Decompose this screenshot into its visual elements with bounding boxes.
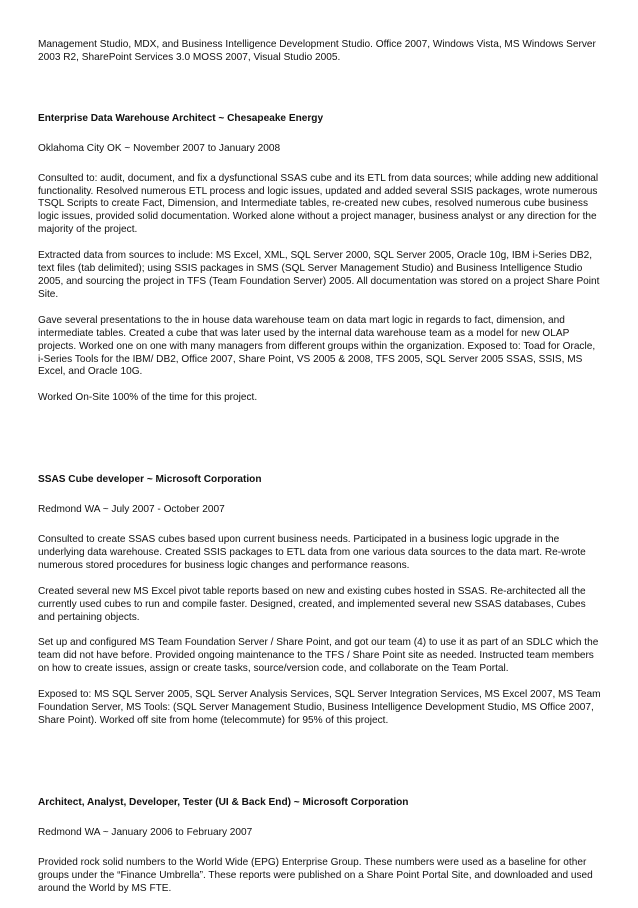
job-paragraph: Extracted data from sources to include: MS Excel, XML, SQL Server 2000, SQL Server 2005, Oracle 10g, IBM i-Series DB2, text files (tab delimited); using SSIS packages in SMS (SQL Server Management Studio) and Business Intelligence Studio 2005, and sourcing the project in TFS (Team Foundation Server) 2005. All documentation was stored on a project Share Point Site. bbox=[38, 250, 600, 300]
job-location-dates: Oklahoma City OK ~ November 2007 to January 2008 bbox=[38, 142, 281, 154]
job-paragraph: Set up and configured MS Team Foundation Server / Share Point, and got our team (4) to use it as part of an SDLC which the team did not have before. Provided ongoing maintenance to the TFS / Share Point site as needed. Instructed team members on how to create issues, assign or create tasks, source/version code, and collaborate on the Team Portal. bbox=[38, 637, 599, 675]
job-location-dates: Redmond WA ~ January 2006 to February 2007 bbox=[38, 826, 253, 838]
section-spacer bbox=[38, 418, 603, 474]
job-paragraph: Exposed to: MS SQL Server 2005, SQL Server Analysis Services, SQL Server Integration Services, MS Excel 2007, MS Team Foundation Server, MS Tools: (SQL Server Management Studio, Business Intelligence Development Studio, MS Office 2007, Share Point). Worked off site from home (telecommute) for 95% of this project. bbox=[38, 689, 601, 726]
job-entry-microsoft-ssas bbox=[38, 474, 603, 728]
job-entry-microsoft-architect bbox=[38, 797, 603, 896]
job-title: SSAS Cube developer ~ Microsoft Corporation bbox=[38, 474, 262, 486]
job-paragraph: Worked On-Site 100% of the time for this project. bbox=[38, 392, 258, 404]
job-title: Architect, Analyst, Developer, Tester (UI & Back End) ~ Microsoft Corporation bbox=[38, 796, 409, 808]
job-paragraph: Consulted to: audit, document, and fix a dysfunctional SSAS cube and its ETL from data sources; while adding new additional functionality. Resolved numerous ETL process and logic issues, updated and added several SSIS packages, wrote numerous TSQL Scripts to create Fact, Dimension, and Intermediate tables, re-created new cubes, resolved numerous cube business logic issues, provided solid documentation. Worked alone without a project manager, business analyst or any direction for the majority of the project. bbox=[38, 172, 599, 236]
job-paragraph: Gave several presentations to the in house data warehouse team on data mart logic in regards to fact, dimension, and intermediate tables. Created a cube that was later used by the internal data warehouse team as a model for new OLAP projects. Worked one on one with many managers from different groups within the organization. Exposed to: Toad for Oracle, i-Series Tools for the IBM/ DB2, Office 2007, Share Point, VS 2005 & 2008, TFS 2005, SQL Server 2005 SSAS, SSIS, MS Excel, and Oracle 10G. bbox=[38, 314, 596, 378]
job-paragraph: Provided rock solid numbers to the World Wide (EPG) Enterprise Group. These numbers were used as a baseline for other groups under the “Finance Umbrella”. These reports were published on a Share Point Portal Site, and downloaded and used around the World by MS FTE. bbox=[38, 856, 593, 894]
resume-page bbox=[38, 39, 603, 908]
section-spacer bbox=[38, 78, 603, 113]
job-title: Enterprise Data Warehouse Architect ~ Chesapeake Energy bbox=[38, 112, 324, 124]
intro-paragraph: Management Studio, MDX, and Business Intelligence Development Studio. Office 2007, Windows Vista, MS Windows Server 2003 R2, SharePoint Services 3.0 MOSS 2007, Visual Studio 2005. bbox=[38, 39, 596, 63]
job-location-dates: Redmond WA ~ July 2007 - October 2007 bbox=[38, 504, 225, 516]
job-paragraph: Created several new MS Excel pivot table reports based on new and existing cubes hosted in SSAS. Re-architected all the currently used cubes to run and compile faster. Designed, created, and implemented several new SSAS databases, Cubes and pertaining objects. bbox=[38, 585, 586, 623]
job-entry-chesapeake bbox=[38, 113, 603, 405]
section-spacer bbox=[38, 741, 603, 797]
job-paragraph: Consulted to create SSAS cubes based upon current business needs. Participated in a business logic upgrade in the underlying data warehouse. Created SSIS packages to ETL data from one various data sources to the data mart. Re-wrote numerous stored procedures for business logic changes and performance reasons. bbox=[38, 534, 586, 571]
